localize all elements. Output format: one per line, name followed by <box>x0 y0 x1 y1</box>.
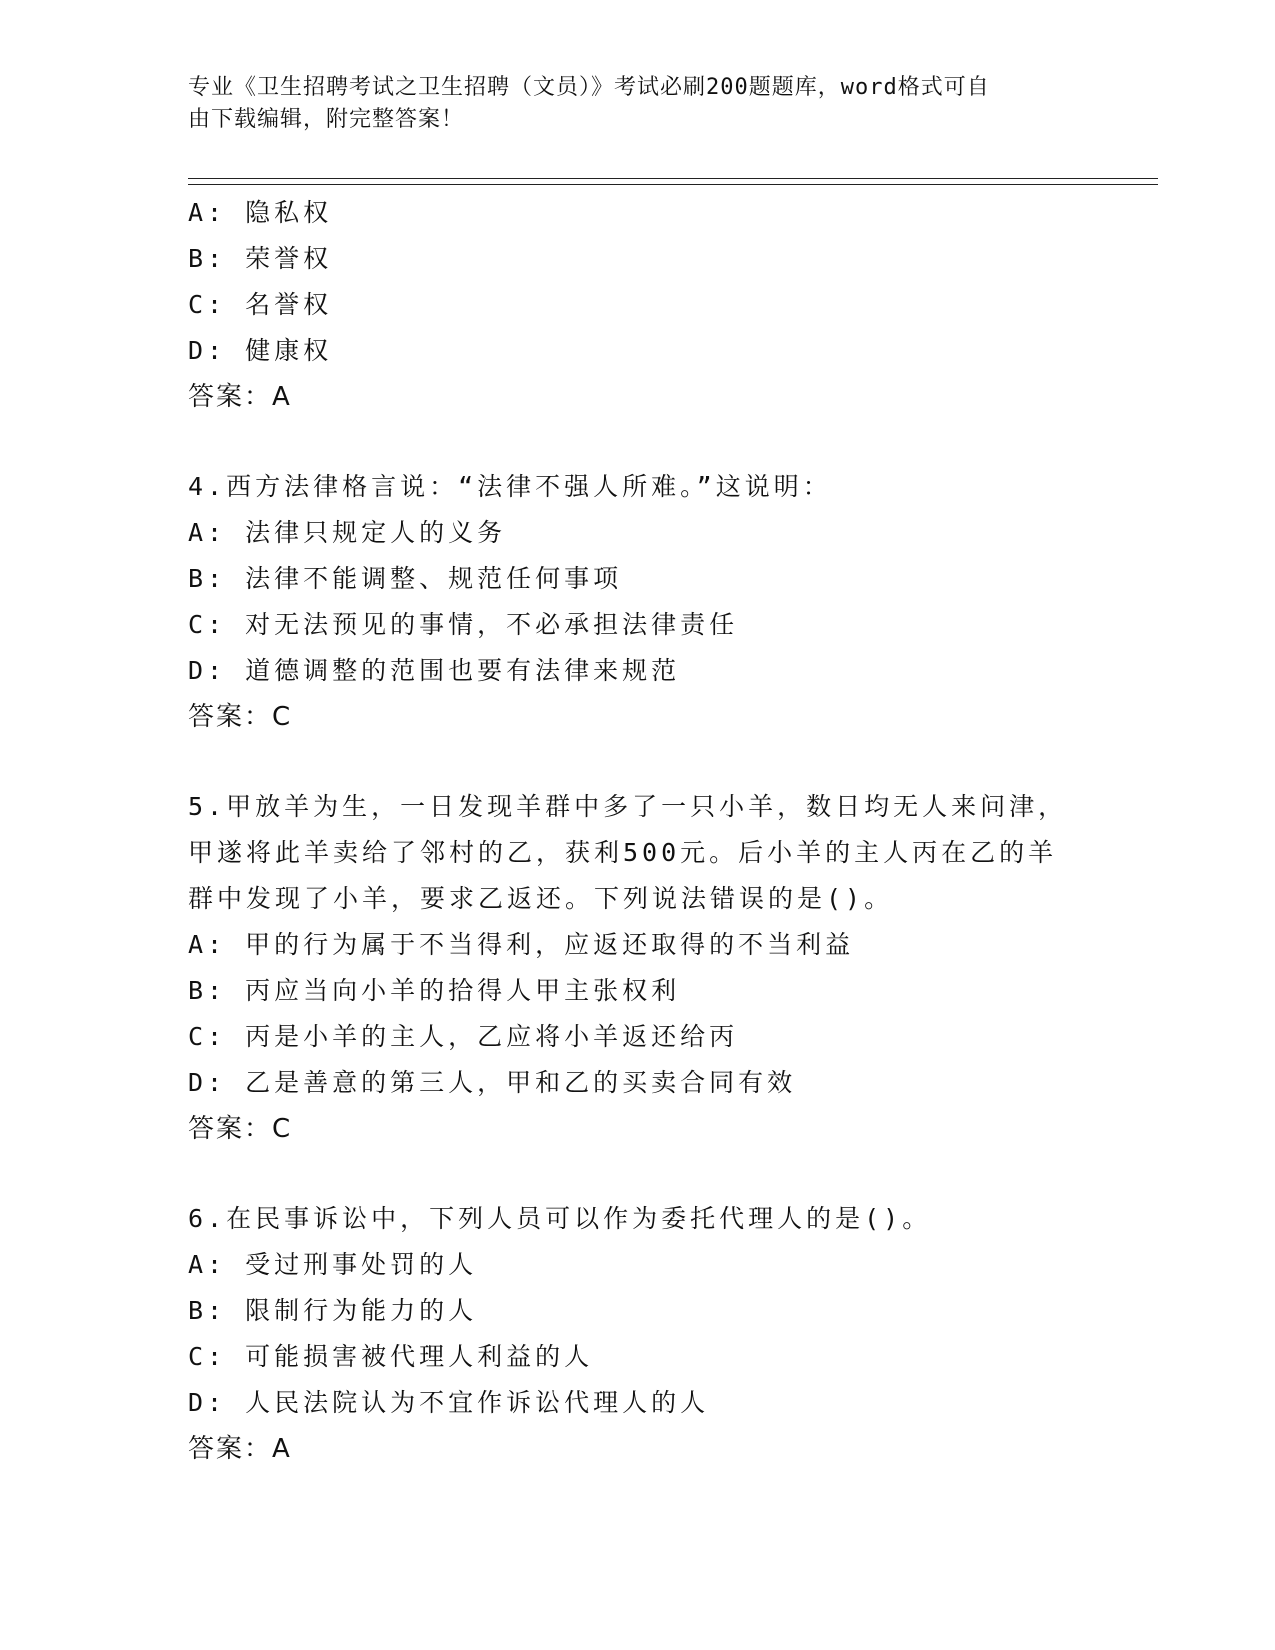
question-stem: 4.西方法律格言说：“法律不强人所难。”这说明： <box>188 472 832 501</box>
spacer <box>188 420 1088 464</box>
option-c: C: 可能损害被代理人利益的人 <box>188 1342 594 1371</box>
question-stem: 甲遂将此羊卖给了邻村的乙，获利500元。后小羊的主人丙在乙的羊 <box>188 838 1058 867</box>
answer: 答案：A <box>188 1434 292 1464</box>
header-line-2: 由下载编辑，附完整答案！ <box>188 107 465 132</box>
option-b: B: 丙应当向小羊的拾得人甲主张权利 <box>188 976 681 1005</box>
header-divider-top <box>188 178 1158 179</box>
question-list <box>188 190 1088 1472</box>
question-4 <box>188 464 1088 740</box>
question-6 <box>188 1196 1088 1472</box>
question-3 <box>188 190 1088 420</box>
document-header <box>188 72 1088 136</box>
option-c: C: 丙是小羊的主人，乙应将小羊返还给丙 <box>188 1022 739 1051</box>
option-d: D: 道德调整的范围也要有法律来规范 <box>188 656 681 685</box>
header-line-1: 专业《卫生招聘考试之卫生招聘（文员）》考试必刷200题题库，word格式可自 <box>188 75 990 100</box>
answer: 答案：C <box>188 702 293 732</box>
header-divider-bottom <box>188 184 1158 185</box>
option-d: D: 人民法院认为不宜作诉讼代理人的人 <box>188 1388 710 1417</box>
spacer <box>188 740 1088 784</box>
option-d: D: 健康权 <box>188 336 333 365</box>
option-a: A: 隐私权 <box>188 198 333 227</box>
question-stem: 5.甲放羊为生，一日发现羊群中多了一只小羊，数日均无人来问津， <box>188 792 1068 821</box>
option-c: C: 名誉权 <box>188 290 333 319</box>
question-5 <box>188 784 1088 1152</box>
answer: 答案：C <box>188 1114 293 1144</box>
option-a: A: 法律只规定人的义务 <box>188 518 507 547</box>
question-stem: 群中发现了小羊，要求乙返还。下列说法错误的是()。 <box>188 884 894 913</box>
spacer <box>188 1152 1088 1196</box>
answer: 答案：A <box>188 382 292 412</box>
question-stem: 6.在民事诉讼中，下列人员可以作为委托代理人的是()。 <box>188 1204 932 1233</box>
option-b: B: 限制行为能力的人 <box>188 1296 478 1325</box>
option-d: D: 乙是善意的第三人，甲和乙的买卖合同有效 <box>188 1068 797 1097</box>
option-b: B: 荣誉权 <box>188 244 333 273</box>
option-a: A: 甲的行为属于不当得利，应返还取得的不当利益 <box>188 930 855 959</box>
option-b: B: 法律不能调整、规范任何事项 <box>188 564 623 593</box>
option-a: A: 受过刑事处罚的人 <box>188 1250 478 1279</box>
option-c: C: 对无法预见的事情，不必承担法律责任 <box>188 610 739 639</box>
